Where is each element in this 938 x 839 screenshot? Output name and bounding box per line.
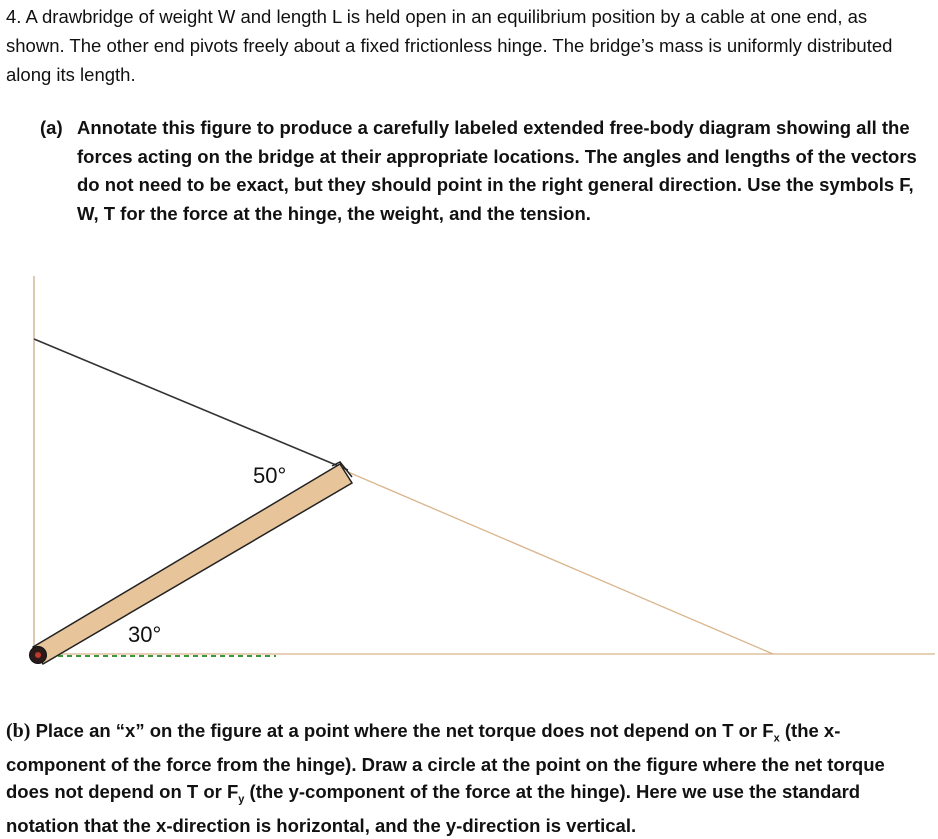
angle-label-top: 50°: [253, 463, 287, 488]
part-a-text: Annotate this figure to produce a carefully labeled extended free-body diagram showing all the forces acting on the bridge at their appropriate locations. The angles and lengths of the vectors do not need to be exact, but they should point in the right general direction. Use the symbols F, W, T for the force at the hinge, the weight, and the tension.: [77, 117, 917, 224]
drawbridge-figure[interactable]: [0, 270, 938, 670]
part-b-question: [6, 718, 926, 839]
part-b-text-2: (the x-component of the force from the hinge). Draw a circle at the point on the figure where the net torque does not depend on T or F: [6, 720, 885, 802]
part-b-label: (b): [6, 720, 31, 742]
problem-intro-text: 4. A drawbridge of weight W and length L is held open in an equilibrium position by a cable at one end, as shown. The other end pivots freely about a fixed frictionless hinge. The bridge’s mass is uniformly distributed along its length.: [6, 6, 893, 85]
problem-statement: [6, 2, 926, 89]
part-b-text-1: Place an “x” on the figure at a point where the net torque does not depend on T or F: [35, 720, 774, 741]
part-b-subscript-x: x: [773, 732, 780, 745]
part-a-label: (a): [40, 117, 63, 138]
part-a-question: [40, 114, 920, 228]
hinge-center-icon: [35, 652, 41, 658]
part-b-subscript-y: y: [238, 793, 245, 806]
angle-label-bottom: 30°: [128, 622, 162, 647]
bridge: [33, 464, 352, 664]
cable-extension-line: [348, 472, 773, 654]
cable: [34, 339, 348, 470]
part-b-text-3: (the y-component of the force at the hinge). Here we use the standard notation that the x-direction is horizontal, and the y-direction is vertical.: [6, 780, 861, 836]
